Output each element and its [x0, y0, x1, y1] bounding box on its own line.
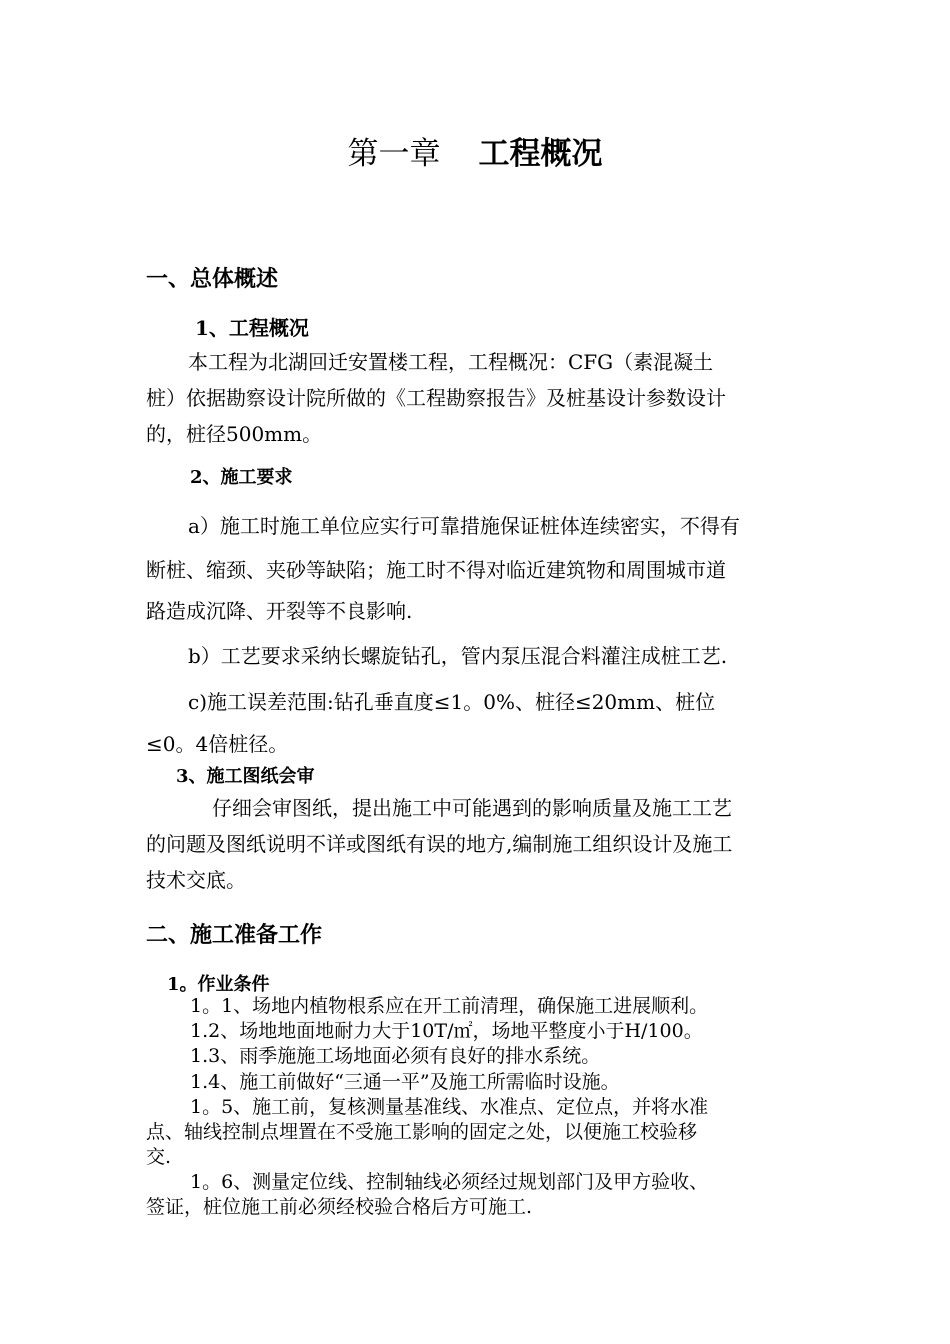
subsection-heading-drawing-review: 3、施工图纸会审	[176, 766, 315, 787]
paragraph-line: b）工艺要求采纳长螺旋钻孔，管内泵压混合料灌注成桩工艺.	[188, 644, 728, 668]
chapter-title	[0, 128, 950, 173]
paragraph-line: 的问题及图纸说明不详或图纸有误的地方,编制施工组织设计及施工	[146, 832, 733, 856]
paragraph-line: ≤0。4倍桩径。	[146, 732, 289, 756]
paragraph-line: 仔细会审图纸，提出施工中可能遇到的影响质量及施工工艺	[212, 796, 732, 820]
paragraph-line: 点、轴线控制点埋置在不受施工影响的固定之处，以便施工校验移	[146, 1121, 698, 1143]
subsection-heading-project-overview: 1、工程概况	[195, 316, 309, 340]
paragraph-line: 技术交底。	[146, 868, 246, 892]
section-heading-overview: 一、总体概述	[146, 266, 279, 292]
paragraph-line: 的，桩径500mm。	[146, 422, 323, 446]
subsection-heading-work-conditions: 1。作业条件	[167, 974, 270, 995]
paragraph-line: 1。5、施工前，复核测量基准线、水准点、定位点，并将水准	[190, 1096, 709, 1118]
paragraph-line: 交.	[146, 1146, 172, 1168]
paragraph-line: 本工程为北湖回迁安置楼工程，工程概况：CFG（素混凝土	[188, 350, 714, 374]
paragraph-line: 断桩、缩颈、夹砂等缺陷；施工时不得对临近建筑物和周围城市道	[146, 558, 726, 582]
paragraph-line: a）施工时施工单位应实行可靠措施保证桩体连续密实，不得有	[188, 514, 740, 538]
paragraph-line: 1。1、场地内植物根系应在开工前清理，确保施工进展顺利。	[190, 995, 709, 1017]
paragraph-line: 1.4、施工前做好“三通一平”及施工所需临时设施。	[190, 1071, 620, 1093]
paragraph-line: 路造成沉降、开裂等不良影响.	[146, 599, 413, 623]
section-heading-preparation: 二、施工准备工作	[146, 922, 323, 948]
chapter-number: 第一章	[347, 136, 441, 172]
paragraph-line: 桩）依据勘察设计院所做的《工程勘察报告》及桩基设计参数设计	[146, 386, 726, 410]
paragraph-line: c)施工误差范围:钻孔垂直度≤1。0%、桩径≤20mm、桩位	[188, 690, 716, 714]
paragraph-line: 1。6、测量定位线、控制轴线必须经过规划部门及甲方验收、	[190, 1171, 709, 1193]
chapter-name: 工程概况	[478, 136, 603, 172]
paragraph-line: 签证，桩位施工前必须经校验合格后方可施工.	[146, 1196, 533, 1218]
paragraph-line: 1.3、雨季施施工场地面必须有良好的排水系统。	[190, 1045, 601, 1067]
paragraph-line: 1.2、场地地面地耐力大于10T/㎡，场地平整度小于H/100。	[190, 1020, 703, 1042]
subsection-heading-requirements: 2、施工要求	[190, 467, 293, 488]
